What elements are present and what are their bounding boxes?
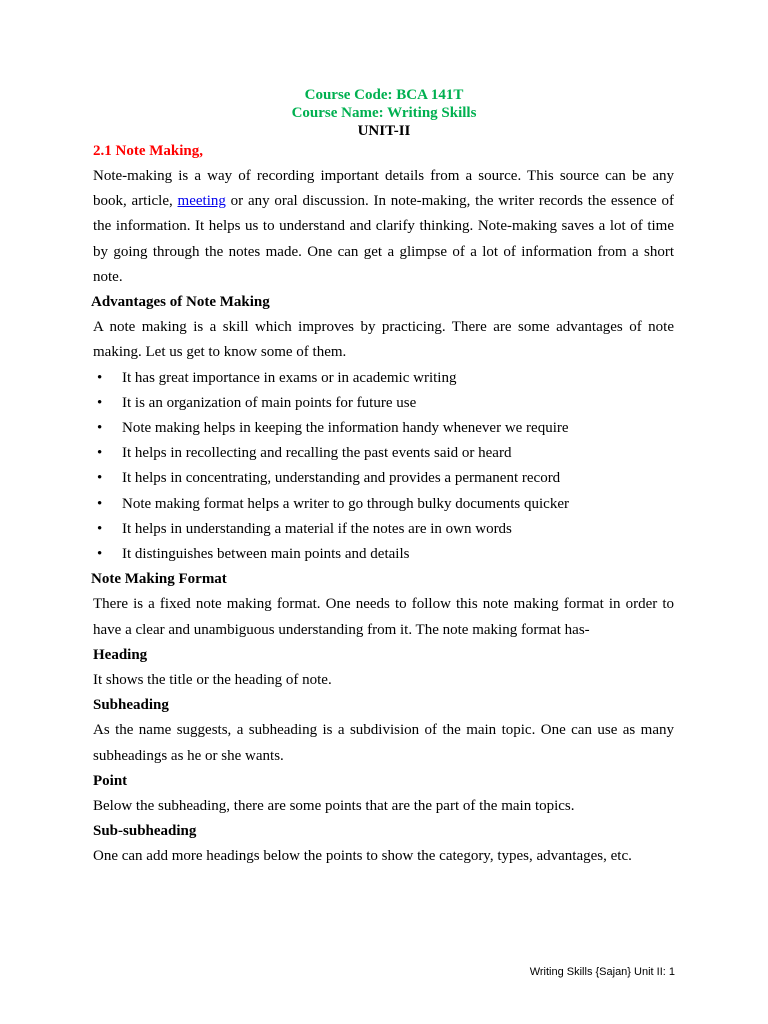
list-item-text: It has great importance in exams or in academic writing — [122, 369, 457, 386]
list-item — [93, 441, 674, 466]
page-footer: Writing Skills {Sajan} Unit II: 1 — [529, 966, 675, 978]
format-heading: Note Making Format — [91, 571, 227, 588]
list-item — [93, 466, 674, 491]
heading-part-text: It shows the title or the heading of note. — [93, 672, 332, 689]
list-item-text: Note making helps in keeping the information handy whenever we require — [122, 420, 569, 437]
list-item-text: It distinguishes between main points and details — [122, 546, 410, 563]
list-item-text: It is an organization of main points for future use — [122, 394, 417, 411]
subheading-part-title: Subheading — [93, 697, 169, 714]
list-item — [93, 542, 674, 567]
meeting-link[interactable]: meeting — [177, 193, 226, 210]
point-part-title: Point — [93, 772, 128, 789]
intro-text-start: Note-making is a way of recording important details from a source. This source can be any book, article, — [93, 168, 674, 210]
course-name: Course Name: Writing Skills — [291, 105, 477, 121]
sub-subheading-part-text: One can add more headings below the points to show the category, types, advantages, etc. — [93, 848, 632, 865]
bullet-icon: • — [97, 470, 103, 487]
subheading-part-text: As the name suggests, a subheading is a subdivision of the main topic. One can use as many subheadings as he or she wants. — [93, 722, 674, 764]
list-item — [93, 517, 674, 542]
list-item-text: Note making format helps a writer to go through bulky documents quicker — [122, 495, 569, 512]
bullet-icon: • — [97, 495, 103, 512]
bullet-icon: • — [97, 369, 103, 386]
bullet-icon: • — [97, 520, 103, 537]
bullet-icon: • — [97, 420, 103, 437]
unit-title: UNIT-II — [357, 123, 411, 139]
document-body — [93, 142, 674, 870]
document-header — [0, 86, 768, 140]
advantages-heading: Advantages of Note Making — [91, 294, 270, 311]
intro-paragraph — [93, 164, 674, 290]
bullet-icon: • — [97, 394, 103, 411]
advantages-paragraph: A note making is a skill which improves by practicing. There are some advantages of note making. Let us get to know some of them. — [93, 319, 674, 361]
sub-subheading-part-title: Sub-subheading — [93, 823, 197, 840]
format-paragraph: There is a fixed note making format. One needs to follow this note making format in order to have a clear and unambiguous understanding from it. The note making format has- — [93, 596, 674, 638]
list-item — [93, 391, 674, 416]
point-part-text: Below the subheading, there are some points that are the part of the main topics. — [93, 798, 575, 815]
list-item — [93, 416, 674, 441]
heading-part-title: Heading — [93, 646, 148, 663]
intro-text-end: or any oral discussion. In note-making, the writer records the essence of the information. It helps us to understand and clarify thinking. Note-making saves a lot of time by going through the notes made. One can get a glimpse of a lot of information from a short note. — [93, 193, 674, 285]
list-item-text: It helps in recollecting and recalling the past events said or heard — [122, 445, 512, 462]
advantages-list — [93, 366, 674, 568]
course-code: Course Code: BCA 141T — [304, 87, 464, 103]
bullet-icon: • — [97, 445, 103, 462]
bullet-icon: • — [97, 546, 103, 563]
list-item-text: It helps in concentrating, understanding and provides a permanent record — [122, 470, 561, 487]
list-item-text: It helps in understanding a material if the notes are in own words — [122, 520, 512, 537]
section-title: 2.1 Note Making, — [93, 143, 203, 159]
list-item — [93, 366, 674, 391]
list-item — [93, 492, 674, 517]
